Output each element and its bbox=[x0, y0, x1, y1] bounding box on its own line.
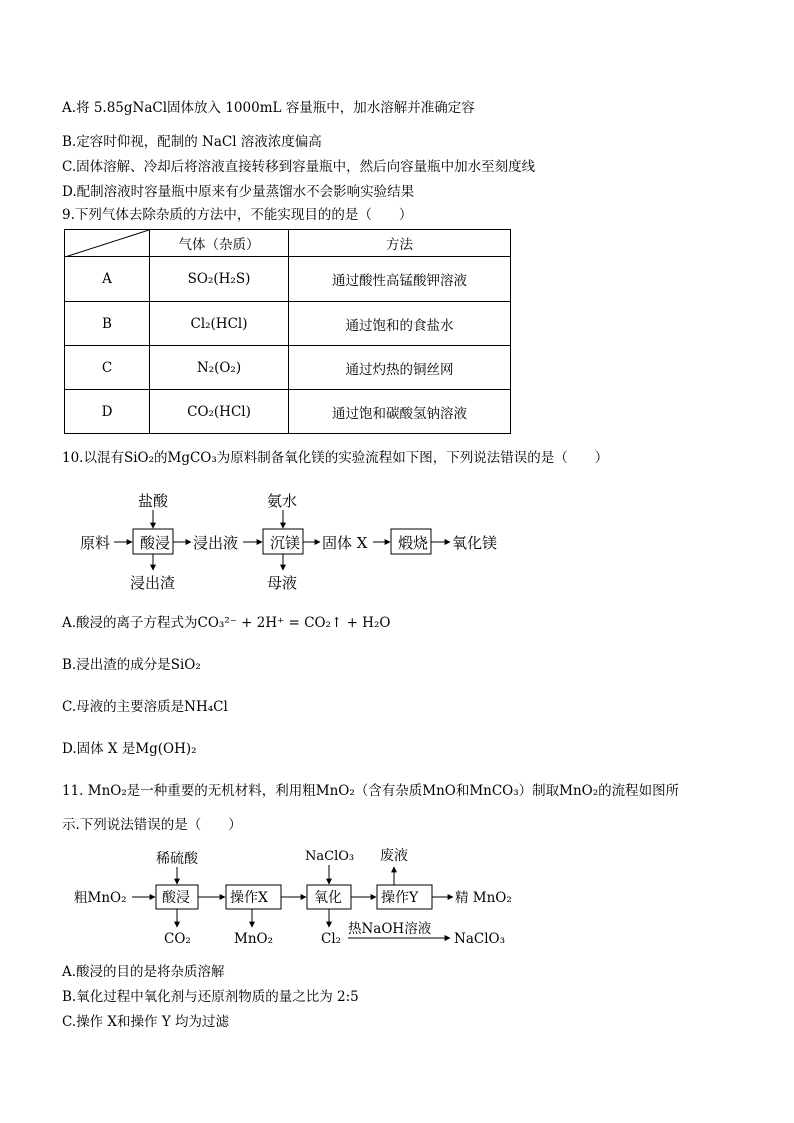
flow-start: 粗MnO₂ bbox=[74, 890, 127, 906]
q11-stem: 11. MnO₂是一种重要的无机材料，利用粗MnO₂（含有杂质MnO和MnCO₃）制取MnO₂的流程如图所 bbox=[62, 783, 680, 799]
flow-reagent: 热NaOH溶液 bbox=[348, 921, 432, 937]
flow-output: Cl₂ bbox=[321, 931, 342, 947]
row-method: 通过饱和的食盐水 bbox=[289, 302, 511, 346]
flow-output: MnO₂ bbox=[234, 931, 273, 947]
row-label: A bbox=[65, 257, 150, 302]
q9-table bbox=[64, 229, 511, 434]
flow-output: 母液 bbox=[267, 574, 298, 592]
flow-box-label: 操作Y bbox=[381, 890, 419, 906]
flow-start: 原料 bbox=[80, 534, 111, 552]
row-label: C bbox=[65, 346, 150, 390]
flow-box-label: 操作X bbox=[230, 890, 268, 906]
q9-stem: 9.下列气体去除杂质的方法中，不能实现目的的是（ ） bbox=[62, 207, 413, 223]
flow-end: 精 MnO₂ bbox=[455, 890, 512, 906]
flow-box-label: 煅烧 bbox=[398, 534, 429, 552]
q11-option-c: C.操作 X和操作 Y 均为过滤 bbox=[62, 1014, 230, 1030]
flow-mid: 浸出液 bbox=[193, 534, 239, 552]
q8-option-b: B.定容时仰视，配制的 NaCl 溶液浓度偏高 bbox=[62, 134, 322, 150]
table-header-row bbox=[65, 230, 511, 257]
flow-output: 废液 bbox=[380, 848, 408, 864]
row-method: 通过饱和碳酸氢钠溶液 bbox=[289, 390, 511, 434]
table-header-gas: 气体（杂质） bbox=[150, 230, 289, 257]
row-gas: CO₂(HCl) bbox=[150, 390, 289, 434]
row-gas: SO₂(H₂S) bbox=[150, 257, 289, 302]
table-corner-cell bbox=[65, 230, 150, 257]
flow-input: 氨水 bbox=[267, 492, 298, 510]
flow-output: 浸出渣 bbox=[130, 574, 176, 592]
q8-option-c: C.固体溶解、冷却后将溶液直接转移到容量瓶中，然后向容量瓶中加水至刻度线 bbox=[62, 159, 536, 175]
q11-option-b: B.氧化过程中氧化剂与还原剂物质的量之比为 2:5 bbox=[62, 989, 359, 1005]
flow-box-label: 酸浸 bbox=[140, 534, 171, 552]
row-label: D bbox=[65, 390, 150, 434]
q11-stem-continued: 示.下列说法错误的是（ ） bbox=[62, 817, 242, 833]
q11-flow-diagram bbox=[72, 843, 532, 955]
q10-option-a: A.酸浸的离子方程式为CO₃²⁻ + 2H⁺ = CO₂↑ + H₂O bbox=[62, 615, 391, 631]
table-row bbox=[65, 302, 511, 346]
diagonal-divider bbox=[65, 230, 149, 257]
flow-box-label: 酸浸 bbox=[162, 890, 190, 906]
flow-mid: 固体 X bbox=[322, 534, 368, 552]
q8-option-a: A.将 5.85gNaCl固体放入 1000mL 容量瓶中，加水溶解并准确定容 bbox=[62, 100, 475, 116]
row-label: B bbox=[65, 302, 150, 346]
row-method: 通过酸性高锰酸钾溶液 bbox=[289, 257, 511, 302]
row-gas: N₂(O₂) bbox=[150, 346, 289, 390]
flow-box-label: 氧化 bbox=[314, 890, 342, 906]
q10-option-b: B.浸出渣的成分是SiO₂ bbox=[62, 657, 201, 673]
table-row bbox=[65, 390, 511, 434]
q10-option-d: D.固体 X 是Mg(OH)₂ bbox=[62, 741, 197, 757]
q11-option-a: A.酸浸的目的是将杂质溶解 bbox=[62, 964, 225, 980]
q8-option-d: D.配制溶液时容量瓶中原来有少量蒸馏水不会影响实验结果 bbox=[62, 184, 415, 200]
row-gas: Cl₂(HCl) bbox=[150, 302, 289, 346]
flow-output: CO₂ bbox=[164, 931, 191, 947]
table-row bbox=[65, 257, 511, 302]
flow-input: 盐酸 bbox=[138, 492, 169, 510]
flow-end: 氧化镁 bbox=[452, 534, 498, 552]
q10-stem: 10.以混有SiO₂的MgCO₃为原料制备氧化镁的实验流程如下图，下列说法错误的是（ ） bbox=[62, 450, 609, 466]
row-method: 通过灼热的铜丝网 bbox=[289, 346, 511, 390]
table-header-method: 方法 bbox=[289, 230, 511, 257]
q10-option-c: C.母液的主要溶质是NH₄Cl bbox=[62, 699, 228, 715]
table-row bbox=[65, 346, 511, 390]
q10-flow-diagram bbox=[70, 488, 530, 598]
flow-input: NaClO₃ bbox=[305, 849, 355, 864]
flow-box-label: 沉镁 bbox=[270, 534, 301, 552]
flow-product: NaClO₃ bbox=[454, 931, 505, 947]
flow-input: 稀硫酸 bbox=[156, 851, 198, 867]
